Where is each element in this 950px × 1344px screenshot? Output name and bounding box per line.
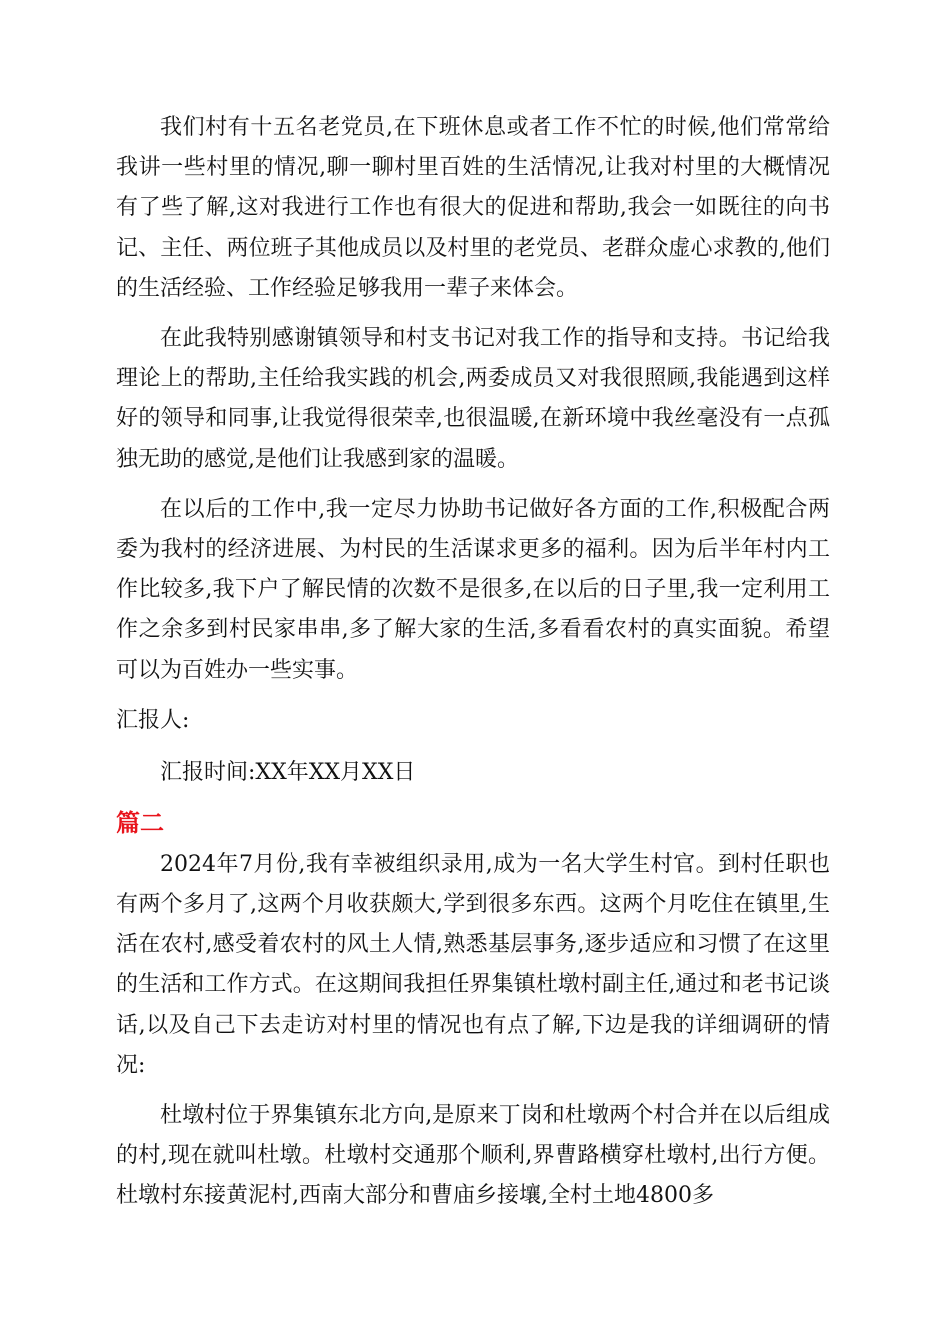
paragraph-village-description: 杜墩村位于界集镇东北方向,是原来丁岗和杜墩两个村合并在以后组成的村,现在就叫杜墩。杜墩村交通那个顺利,界曹路横穿杜墩村,出行方便。杜墩村东接黄泥村,西南大部分和曹庙乡接壤,全村土地4800多	[116, 1103, 830, 1209]
paragraph-intro-village-official: 2024年7月份,我有幸被组织录用,成为一名大学生村官。到村任职也有两个多月了,这两个月收获颇大,学到很多东西。这两个月吃住在镇里,生活在农村,感受着农村的风土人情,熟悉基层事务,逐步适应和习惯了在这里的生活和工作方式。在这期间我担任界集镇杜墩村副主任,通过和老书记谈话,以及自己下去走访对村里的情况也有点了解,下边是我的详细调研的情况:	[116, 851, 830, 1078]
report-time: 汇报时间:XX年XX月XX日	[160, 759, 416, 785]
paragraph-thanks: 在此我特别感谢镇领导和村支书记对我工作的指导和支持。书记给我理论上的帮助,主任给我实践的机会,两委成员又对我很照顾,我能遇到这样好的领导和同事,让我觉得很荣幸,也很温暖,在新环境中我丝毫没有一点孤独无助的感觉,是他们让我感到家的温暖。	[116, 326, 830, 472]
paragraph-future-work: 在以后的工作中,我一定尽力协助书记做好各方面的工作,积极配合两委为我村的经济进展、为村民的生活谋求更多的福利。因为后半年村内工作比较多,我下户了解民情的次数不是很多,在以后的日子里,我一定利用工作之余多到村民家串串,多了解大家的生活,多看看农村的真实面貌。希望可以为百姓办一些实事。	[116, 496, 830, 683]
paragraph-old-party-members: 我们村有十五名老党员,在下班休息或者工作不忙的时候,他们常常给我讲一些村里的情况,聊一聊村里百姓的生活情况,让我对村里的大概情况有了些了解,这对我进行工作也有很大的促进和帮助,我会一如既往的向书记、主任、两位班子其他成员以及村里的老党员、老群众虚心求教的,他们的生活经验、工作经验足够我用一辈子来体会。	[116, 115, 830, 301]
section-heading: 篇二	[116, 808, 164, 837]
document-page	[116, 108, 830, 1217]
reporter-label: 汇报人:	[116, 707, 190, 733]
